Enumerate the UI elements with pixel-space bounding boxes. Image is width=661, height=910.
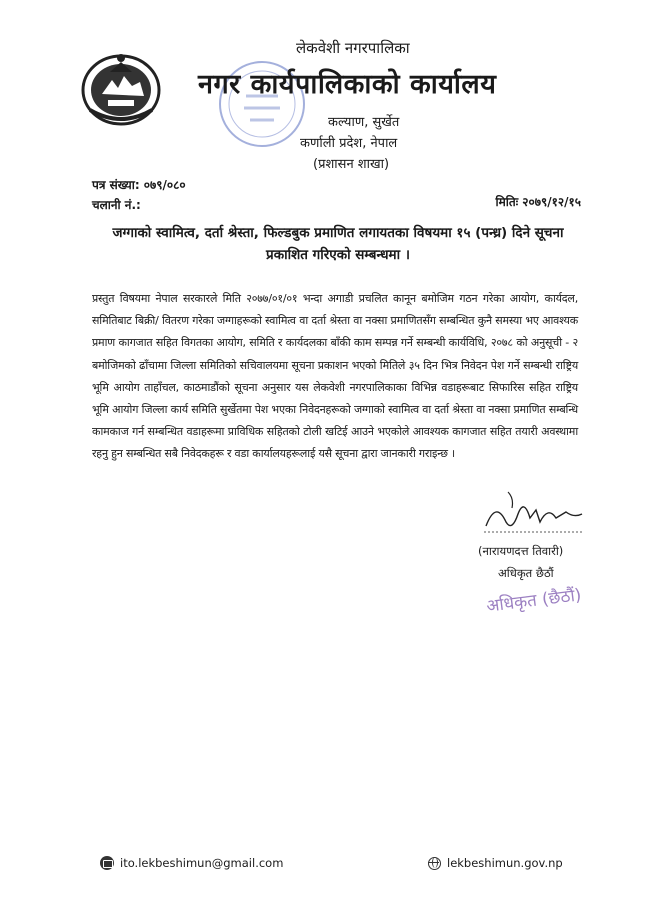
signatory-title: अधिकृत छैठौं <box>498 566 554 580</box>
signature-mark <box>478 488 588 540</box>
subject <box>92 222 584 266</box>
chalani-number: चलानी नं.: <box>92 198 141 212</box>
subject-line2: प्रकाशित गरिएको सम्बन्धमा । <box>266 247 410 263</box>
body-paragraph: प्रस्तुत विषयमा नेपाल सरकारले मिति २०७७/०१/०१ भन्दा अगाडी प्रचलित कानून बमोजिम गठन गरेका आयोग, कार्यदल, समितिबाट बिक्री/ वितरण गरेका जग्गाहरूको स्वामित्व वा दर्ता श्रेस्ता वा नक्सा प्रमाणितसँग सम्बन्धित कुनै समस्या भए आवश्यक प्रमाण कागजात सहित विगतका आयोग, समिति र कार्यदलका बाँकी काम सम्पन्न गर्ने सम्बन्धी कार्यविधि, २०७८ को अनुसूची - २ बमोजिमको ढाँचामा जिल्ला समितिको सचिवालयमा सूचना प्रकाशन भएको मितिले ३५ दिन भित्र निवेदन पेश गर्ने सम्बन्धी राष्ट्रिय भूमि आयोग ताहाँचल, काठमाडौंको सूचना अनुसार यस लेकवेशी नगरपालिकाका विभिन्न वडाहरूबाट सिफारिस सहित राष्ट्रिय भूमि आयोग जिल्ला कार्य समिति सुर्खेतमा पेश भएका निवेदनहरूको जग्गाको स्वामित्व वा दर्ता श्रेस्ता वा नक्सा प्रमाणित सम्बन्धि कामकाज गर्न सम्बन्धित वडाहरूमा प्राविधिक सहितको टोली खटिई आउने भएकोले आवश्यक कागजात सहित तयारी अवस्थामा रहनु हुन सम्बन्धित सबै निवेदकहरू र वडा कार्यालयहरूलाई यसै सूचना द्वारा जानकारी गराइन्छ । <box>92 292 578 461</box>
letter-date: मितिः २०७९/१२/१५ <box>495 195 581 209</box>
footer-website <box>428 856 563 870</box>
website-text[interactable]: lekbeshimun.gov.np <box>447 856 563 870</box>
patra-sankhya: पत्र संख्या: ०७९/०८० <box>92 178 186 192</box>
email-icon <box>100 856 114 870</box>
address-line2: कर्णाली प्रदेश, नेपाल <box>300 136 398 151</box>
subject-line1: जग्गाको स्वामित्व, दर्ता श्रेस्ता, फिल्डबुक प्रमाणित लगायतका विषयमा १५ (पन्ध्र) दिने सूचना <box>112 225 564 241</box>
municipality-name: लेकवेशी नगरपालिका <box>296 39 410 57</box>
signatory-name: (नारायणदत्त तिवारी) <box>478 544 564 558</box>
globe-icon <box>428 857 441 870</box>
email-text[interactable]: ito.lekbeshimun@gmail.com <box>120 856 284 870</box>
footer-email <box>100 856 283 870</box>
government-emblem <box>80 50 162 126</box>
office-title: नगर कार्यपालिकाको कार्यालय <box>198 69 497 100</box>
address-line1: कल्याण, सुर्खेत <box>328 115 400 130</box>
signatory-stamp: अधिकृत (छैठौं) <box>485 585 583 617</box>
branch-name: (प्रशासन शाखा) <box>313 157 390 172</box>
